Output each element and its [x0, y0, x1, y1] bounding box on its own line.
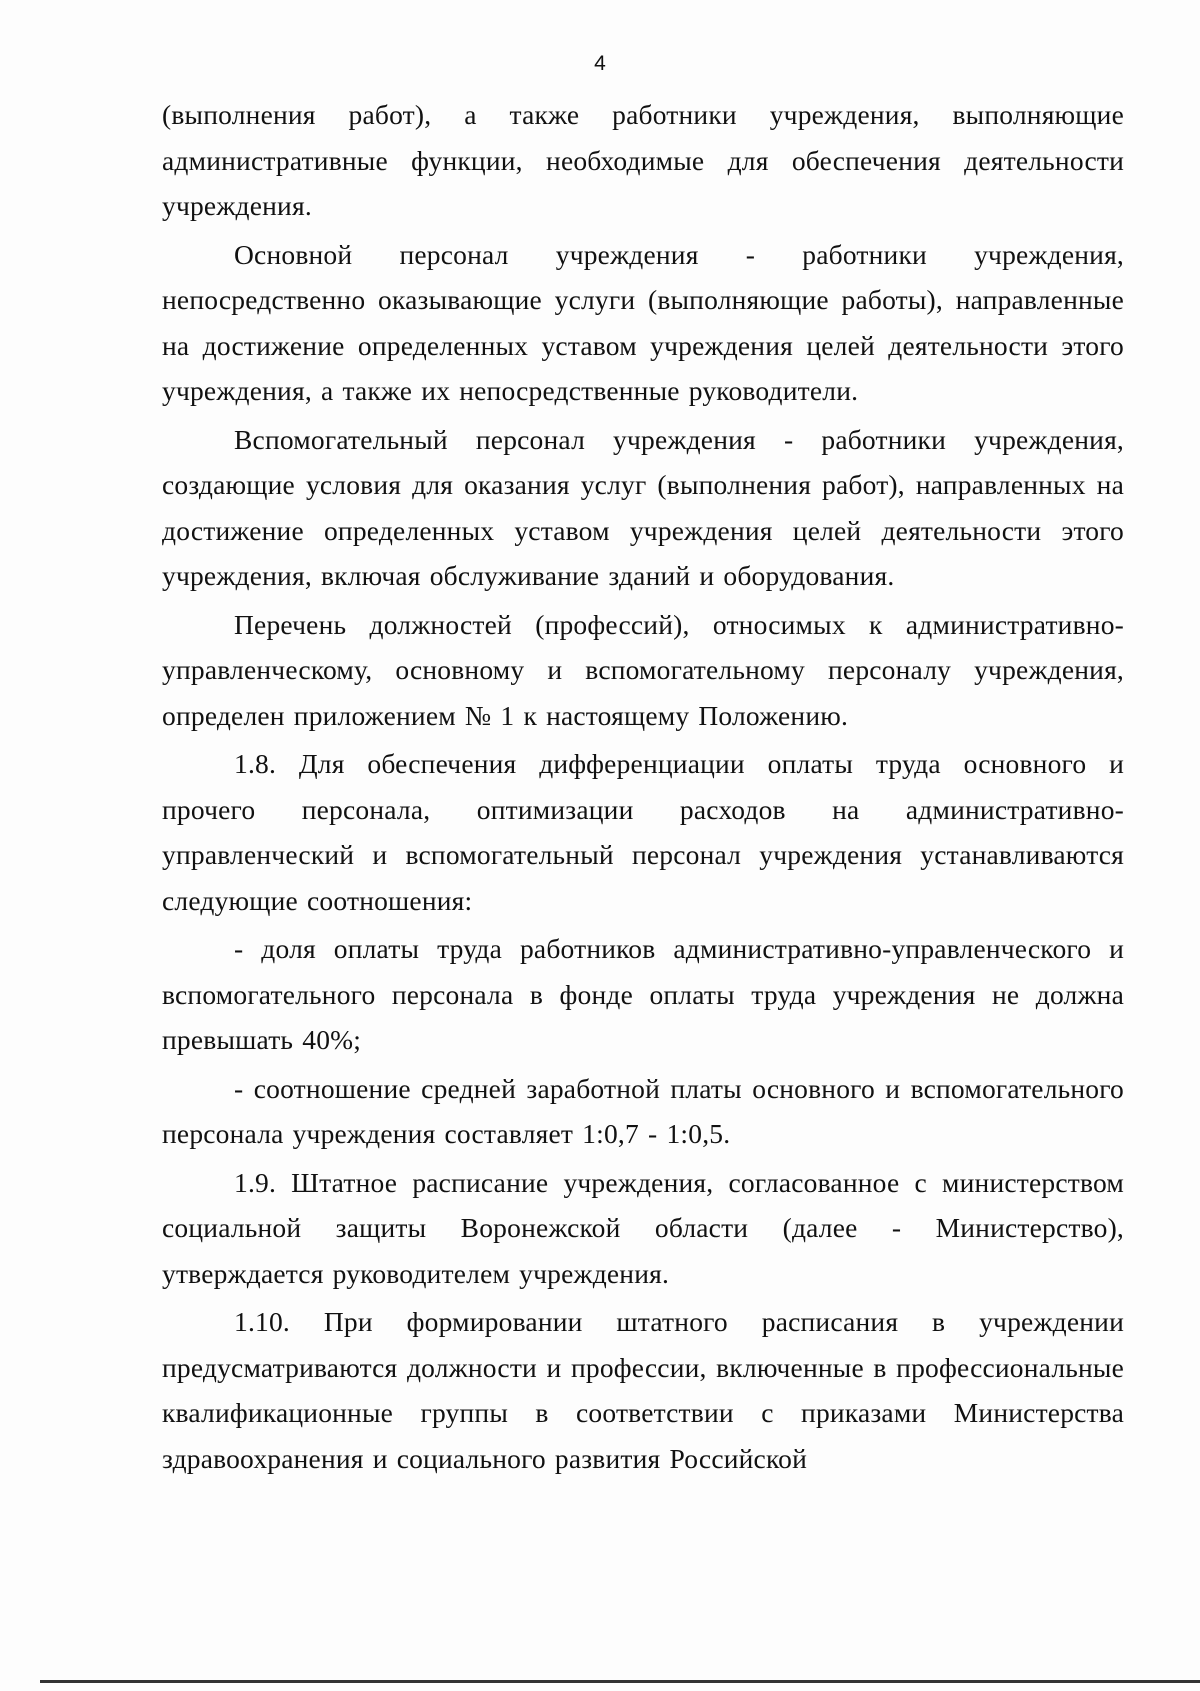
paragraph-section-1-8: 1.8. Для обеспечения дифференциации оплаты труда основного и прочего персонала, оптимизации расходов на административно-управленческий и вспомогательный персонал учреждения устанавливаются следующие соотношения:	[162, 748, 1124, 916]
document-body	[162, 92, 1124, 1484]
paragraph-main-staff: Основной персонал учреждения - работники учреждения, непосредственно оказывающие услуги (выполняющие работы), направленные на достижение определенных уставом учреждения целей деятельности этого учреждения, а также их непосредственные руководители.	[162, 238, 1124, 406]
paragraph-auxiliary-staff: Вспомогательный персонал учреждения - работники учреждения, создающие условия для оказания услуг (выполнения работ), направленных на достижение определенных уставом учреждения целей деятельности этого учреждения, включая обслуживание зданий и оборудования.	[162, 423, 1124, 591]
paragraph-section-1-10: 1.10. При формировании штатного расписания в учреждении предусматриваются должности и профессии, включенные в профессиональные квалификационные группы в соответствии с приказами Министерства здравоохранения и социального развития Российской	[162, 1306, 1124, 1474]
bottom-scan-edge	[40, 1680, 1200, 1683]
paragraph-salary-ratio: - соотношение средней заработной платы основного и вспомогательного персонала учреждения составляет 1:0,7 - 1:0,5.	[162, 1072, 1124, 1149]
paragraph-section-1-9: 1.9. Штатное расписание учреждения, согласованное с министерством социальной защиты Воронежской области (далее - Министерство), утверждается руководителем учреждения.	[162, 1166, 1124, 1289]
paragraph-share-limit: - доля оплаты труда работников административно-управленческого и вспомогательного персонала в фонде оплаты труда учреждения не должна превышать 40%;	[162, 933, 1124, 1055]
page-number: 4	[594, 52, 606, 75]
paragraph-positions-list: Перечень должностей (профессий), относимых к административно-управленческому, основному и вспомогательному персоналу учреждения, определен приложением № 1 к настоящему Положению.	[162, 608, 1124, 731]
paragraph-continuation: (выполнения работ), а также работники учреждения, выполняющие административные функции, необходимые для обеспечения деятельности учреждения.	[162, 99, 1124, 221]
